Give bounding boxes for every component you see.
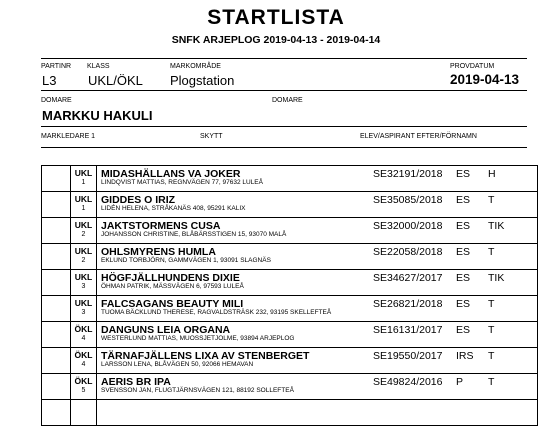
markledare-label: MARKLEDARE 1 <box>41 133 96 140</box>
entry-class: UKL <box>74 246 93 256</box>
sex-code: T <box>488 376 495 388</box>
entry-number: 2 <box>81 231 86 238</box>
owner-info: WESTERLUND MATTIAS, MUOSSJETJOLME, 93894 ARJEPLOG <box>101 335 295 342</box>
entry-cell <box>97 192 538 218</box>
entry-class: UKL <box>74 220 93 230</box>
entry-number: 4 <box>81 361 86 368</box>
entry-class: UKL <box>74 168 93 178</box>
dog-name: JAKTSTORMENS CUSA <box>101 220 221 232</box>
dog-name: DANGUNS LEIA ORGANA <box>101 324 231 336</box>
reg-number: SE19550/2017 <box>373 350 443 362</box>
breed-code: ES <box>456 220 471 232</box>
class-cell <box>71 348 97 374</box>
class-cell <box>71 192 97 218</box>
owner-info: LIDÉN HELENA, STRÅKANÄS 408, 95291 KALIX <box>101 205 246 212</box>
page-subtitle: SNFK ARJEPLOG 2019-04-13 - 2019-04-14 <box>171 34 381 46</box>
entry-cell <box>97 400 538 426</box>
page-title: STARTLISTA <box>207 6 345 29</box>
table-row <box>42 218 538 244</box>
sex-code: T <box>488 298 495 310</box>
skytt-label: SKYTT <box>200 133 223 140</box>
table-row <box>42 192 538 218</box>
startlist-table <box>41 165 538 426</box>
entry-cell <box>97 348 538 374</box>
index-cell <box>42 348 71 374</box>
reg-number: SE34627/2017 <box>373 272 443 284</box>
index-cell <box>42 296 71 322</box>
klass-value: UKL/ÖKL <box>88 73 143 88</box>
breed-code: ES <box>456 194 471 206</box>
index-cell <box>42 244 71 270</box>
divider <box>41 126 527 127</box>
dog-name: TÄRNAFJÄLLENS LIXA AV STENBERGET <box>101 350 310 362</box>
divider <box>41 147 527 148</box>
owner-info: EKLUND TORBJÖRN, GAMMVÄGEN 1, 93091 SLAGNÄS <box>101 257 271 264</box>
entry-cell <box>97 296 538 322</box>
owner-info: LINDQVIST MATTIAS, REGNVÄGEN 77, 97632 LULEÅ <box>101 179 263 186</box>
entry-class: ÖKL <box>74 376 93 386</box>
reg-number: SE16131/2017 <box>373 324 443 336</box>
index-cell <box>42 400 71 426</box>
table-row <box>42 244 538 270</box>
domare-label: DOMARE <box>41 97 72 104</box>
owner-info: JOHANSSON CHRISTINE, BLÅBÄRSSTIGEN 15, 93070 MALÅ <box>101 231 287 238</box>
breed-code: ES <box>456 324 471 336</box>
class-cell <box>71 374 97 400</box>
table-row <box>42 296 538 322</box>
domare2-label: DOMARE <box>272 97 303 104</box>
entry-class: ÖKL <box>74 324 93 334</box>
entry-number: 1 <box>81 179 86 186</box>
divider <box>41 58 527 59</box>
provdatum-label: PROVDATUM <box>450 63 495 70</box>
partinr-label: PARTINR <box>41 63 72 70</box>
entry-cell <box>97 166 538 192</box>
breed-code: ES <box>456 168 471 180</box>
klass-label: KLASS <box>87 63 110 70</box>
entry-cell <box>97 270 538 296</box>
sex-code: T <box>488 324 495 336</box>
divider <box>41 90 527 91</box>
table-row <box>42 348 538 374</box>
index-cell <box>42 374 71 400</box>
breed-code: P <box>456 376 464 388</box>
owner-info: SVENSSON JAN, FLUGTJÄRNSVÄGEN 121, 88192 SOLLEFTEÅ <box>101 387 294 394</box>
partinr-value: L3 <box>42 73 57 88</box>
class-cell <box>71 322 97 348</box>
entry-class: UKL <box>74 272 93 282</box>
class-cell <box>71 218 97 244</box>
breed-code: ES <box>456 246 471 258</box>
reg-number: SE26821/2018 <box>373 298 443 310</box>
domare-value: MARKKU HAKULI <box>42 108 153 123</box>
index-cell <box>42 192 71 218</box>
reg-number: SE32000/2018 <box>373 220 443 232</box>
class-cell <box>71 244 97 270</box>
owner-info: LARSSON LENA, BLÅVÄGEN 50, 92066 HEMAVAN <box>101 361 254 368</box>
entry-class: UKL <box>74 194 93 204</box>
sex-code: TIK <box>488 220 505 232</box>
entry-number: 3 <box>81 283 86 290</box>
table-row <box>42 166 538 192</box>
reg-number: SE49824/2016 <box>373 376 443 388</box>
class-cell <box>71 400 97 426</box>
index-cell <box>42 166 71 192</box>
dog-name: FALCSAGANS BEAUTY MILI <box>101 298 244 310</box>
breed-code: IRS <box>456 350 474 362</box>
entry-number: 3 <box>81 309 86 316</box>
entry-class: UKL <box>74 298 93 308</box>
class-cell <box>71 166 97 192</box>
entry-number: 5 <box>81 387 86 394</box>
breed-code: ES <box>456 272 471 284</box>
index-cell <box>42 218 71 244</box>
sex-code: T <box>488 350 495 362</box>
sex-code: T <box>488 246 495 258</box>
provdatum-value: 2019-04-13 <box>450 72 520 87</box>
entry-number: 2 <box>81 257 86 264</box>
entry-cell <box>97 374 538 400</box>
sex-code: H <box>488 168 496 180</box>
index-cell <box>42 322 71 348</box>
markomrade-label: MARKOMRÅDE <box>170 63 221 70</box>
entry-cell <box>97 218 538 244</box>
reg-number: SE22058/2018 <box>373 246 443 258</box>
table-row <box>42 400 538 426</box>
table-row <box>42 270 538 296</box>
dog-name: OHLSMYRENS HUMLA <box>101 246 216 258</box>
entry-cell <box>97 322 538 348</box>
markomrade-value: Plogstation <box>170 73 235 88</box>
index-cell <box>42 270 71 296</box>
entry-number: 4 <box>81 335 86 342</box>
owner-info: TUOMA BÄCKLUND THERESE, RAGVALDSTRÄSK 232, 93195 SKELLEFTEÅ <box>101 309 332 316</box>
reg-number: SE35085/2018 <box>373 194 443 206</box>
table-row <box>42 374 538 400</box>
reg-number: SE32191/2018 <box>373 168 443 180</box>
dog-name: GIDDES O IRIZ <box>101 194 176 206</box>
entry-class: ÖKL <box>74 350 93 360</box>
class-cell <box>71 270 97 296</box>
sex-code: TIK <box>488 272 505 284</box>
entry-number: 1 <box>81 205 86 212</box>
dog-name: AERIS BR IPA <box>101 376 171 388</box>
elev-label: ELEV/ASPIRANT EFTER/FÖRNAMN <box>360 133 477 140</box>
owner-info: ÖHMAN PATRIK, MÄSSVÄGEN 6, 97593 LULEÅ <box>101 283 244 290</box>
sex-code: T <box>488 194 495 206</box>
breed-code: ES <box>456 298 471 310</box>
dog-name: HÖGFJÄLLHUNDENS DIXIE <box>101 272 240 284</box>
entry-cell <box>97 244 538 270</box>
dog-name: MIDASHÄLLANS VA JOKER <box>101 168 241 180</box>
class-cell <box>71 296 97 322</box>
table-row <box>42 322 538 348</box>
